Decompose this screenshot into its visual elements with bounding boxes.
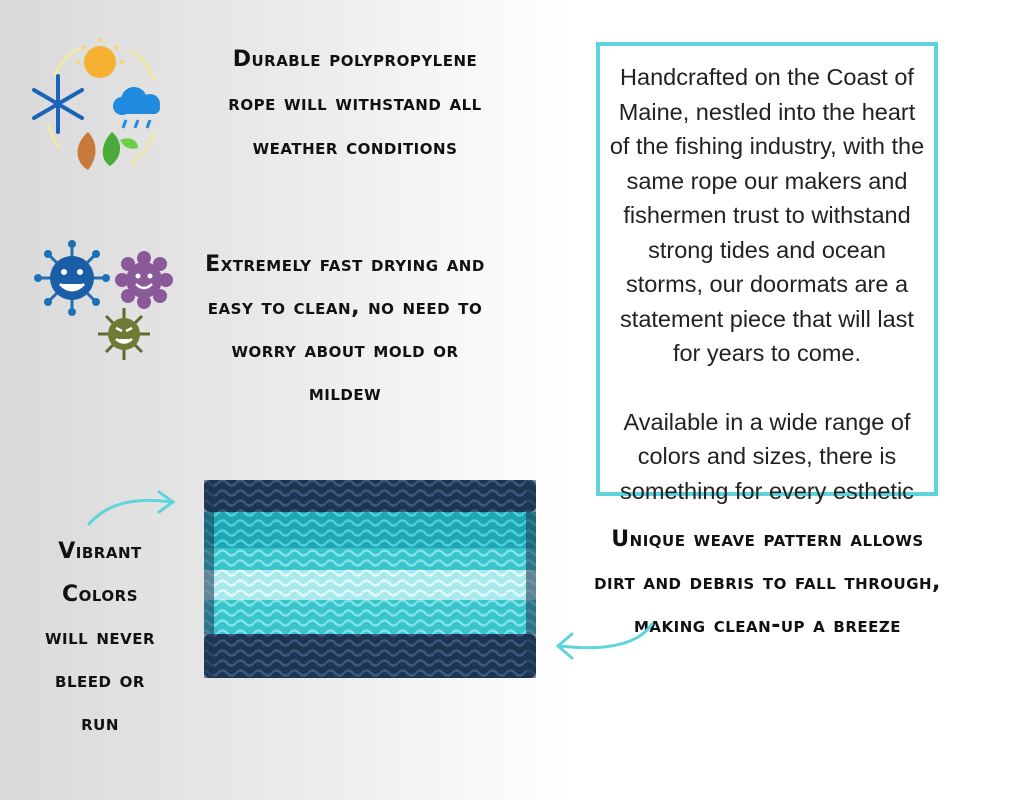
info-box (596, 42, 938, 504)
feature-drying-text: Extremely fast drying and easy to clean, no need to worry about mold or mildew (205, 252, 485, 406)
germs-icon (30, 238, 175, 363)
arrow-icon (85, 484, 180, 529)
info-paragraph-1: Handcrafted on the Coast of Maine, nestled into the heart of the fishing industry, with the same rope our makers and fishermen trust to withstand strong tides and ocean storms, our doormats are a statement piece that will last for years to come. (609, 64, 925, 366)
feature-weather-text: Durable polypropylene rope will withstand all weather conditions (228, 47, 482, 160)
info-paragraph-2: Available in a wide range of colors and sizes, there is something for every esthetic (620, 408, 914, 504)
weather-icon (26, 36, 171, 176)
doormat-image (200, 478, 545, 683)
arrow-icon (552, 620, 657, 665)
feature-colors-text: Vibrant Colors will never bleed or run (44, 539, 156, 736)
feature-weave-text: Unique weave pattern allows dirt and debris to fall through, making clean-up a breeze (594, 527, 941, 638)
